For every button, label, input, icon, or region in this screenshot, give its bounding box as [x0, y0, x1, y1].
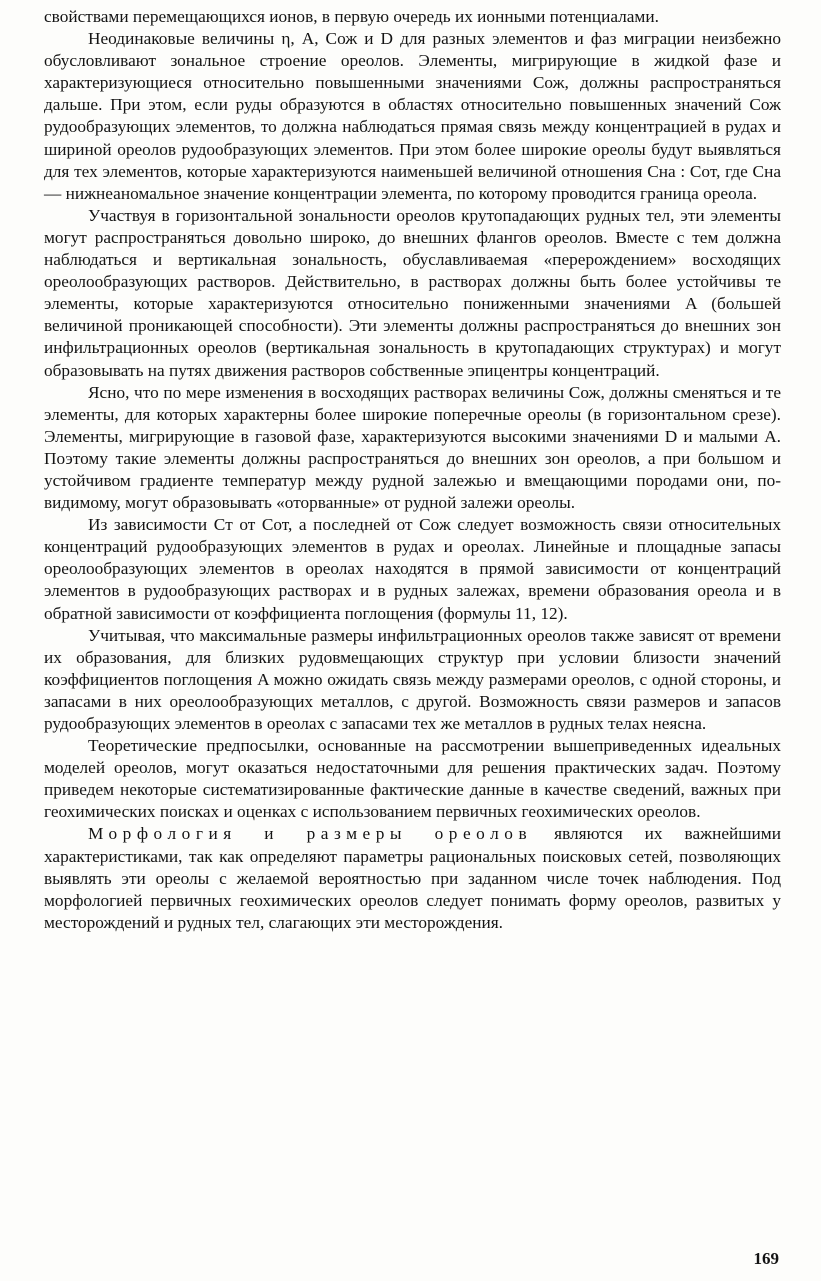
paragraph-0: свойствами перемещающихся ионов, в первую очередь их ионными потенциалами.	[44, 7, 659, 26]
spaced-heading-lead: Морфология и размеры ореолов	[88, 824, 533, 844]
body-text	[44, 6, 781, 934]
paragraph-1: Неодинаковые величины η, A, Cож и D для разных элементов и фаз миграции неизбежно обусловливают зональное строение ореолов. Элементы, мигрирующие в жидкой фазе и характеризующиеся относительно повышенными значениями Cож, должны распространяться дальше. При этом, если руды образуются в областях относительно повышенных значений Cож рудообразующих элементов, то должна наблюдаться прямая связь между концентрацией в рудах и шириной ореолов рудообразующих элементов. При этом более широкие ореолы будут выявляться для тех элементов, которые характеризуются наименьшей величиной отношения Cна : Cот, где Cна — нижнеаномальное значение концентрации элемента, по которому проводится граница ореола.	[44, 29, 781, 203]
paragraph-6: Теоретические предпосылки, основанные на рассмотрении вышеприведенных идеальных моделей ореолов, могут оказаться недостаточными для решения практических задач. Поэтому приведем некоторые систематизированные фактические данные в качестве сведений, важных при геохимических поисках и оценках с использованием первичных геохимических ореолов.	[44, 736, 781, 822]
paragraph-7-rest: являются их важнейшими характеристиками, так как определяют параметры рациональных поисковых сетей, позволяющих выявлять эти ореолы с желаемой вероятностью при заданном числе точек наблюдения. Под морфологией первичных геохимических ореолов следует понимать форму ореолов, развитых у месторождений и рудных тел, слагающих эти месторождения.	[44, 824, 781, 932]
paragraph-7	[44, 823, 781, 933]
paragraph-3: Ясно, что по мере изменения в восходящих растворах величины Cож, должны сменяться и те элементы, для которых характерны более широкие поперечные ореолы (в горизонтальном срезе). Элементы, мигрирующие в газовой фазе, характеризуются высокими значениями D и малыми A. Поэтому такие элементы должны распространяться до внешних зон ореолов, а при большом и устойчивом градиенте температур между рудной залежью и вмещающими породами они, по-видимому, могут образовывать «оторванные» от рудной залежи ореолы.	[44, 382, 781, 513]
paragraph-5: Учитывая, что максимальные размеры инфильтрационных ореолов также зависят от времени их образования, для близких рудовмещающих структур при условии близости значений коэффициентов поглощения A можно ожидать связь между размерами ореолов, с одной стороны, и запасами в них ореолообразующих металлов, с другой. Возможность связи размеров и запасов рудообразующих элементов в ореолах с запасами тех же металлов в рудных телах неясна.	[44, 625, 781, 733]
paragraph-2: Участвуя в горизонтальной зональности ореолов крутопадающих рудных тел, эти элементы могут распространяться довольно широко, до внешних флангов ореолов. Вместе с тем должна наблюдаться и вертикальная зональность, обуславливаемая «перерождением» восходящих ореолообразующих растворов. Действительно, в растворах должны быть более устойчивы те элементы, которые характеризуются относительно пониженными значениями A (большей величиной проникающей способности). Эти элементы должны распространяться до внешних зон инфильтрационных ореолов (вертикальная зональность в крутопадающих структурах) и могут образовывать на путях движения растворов собственные эпицентры концентраций.	[44, 205, 781, 380]
paragraph-4: Из зависимости Cт от Cот, а последней от Cож следует возможность связи относительных концентраций рудообразующих элементов в рудах и ореолах. Линейные и площадные запасы ореолообразующих элементов в ореолах находятся в прямой зависимости от концентраций элементов в рудообразующих растворах и в рудных залежах, времени образования ореола и в обратной зависимости от коэффициента поглощения (формулы 11, 12).	[44, 515, 781, 623]
page-number: 169	[753, 1249, 779, 1268]
